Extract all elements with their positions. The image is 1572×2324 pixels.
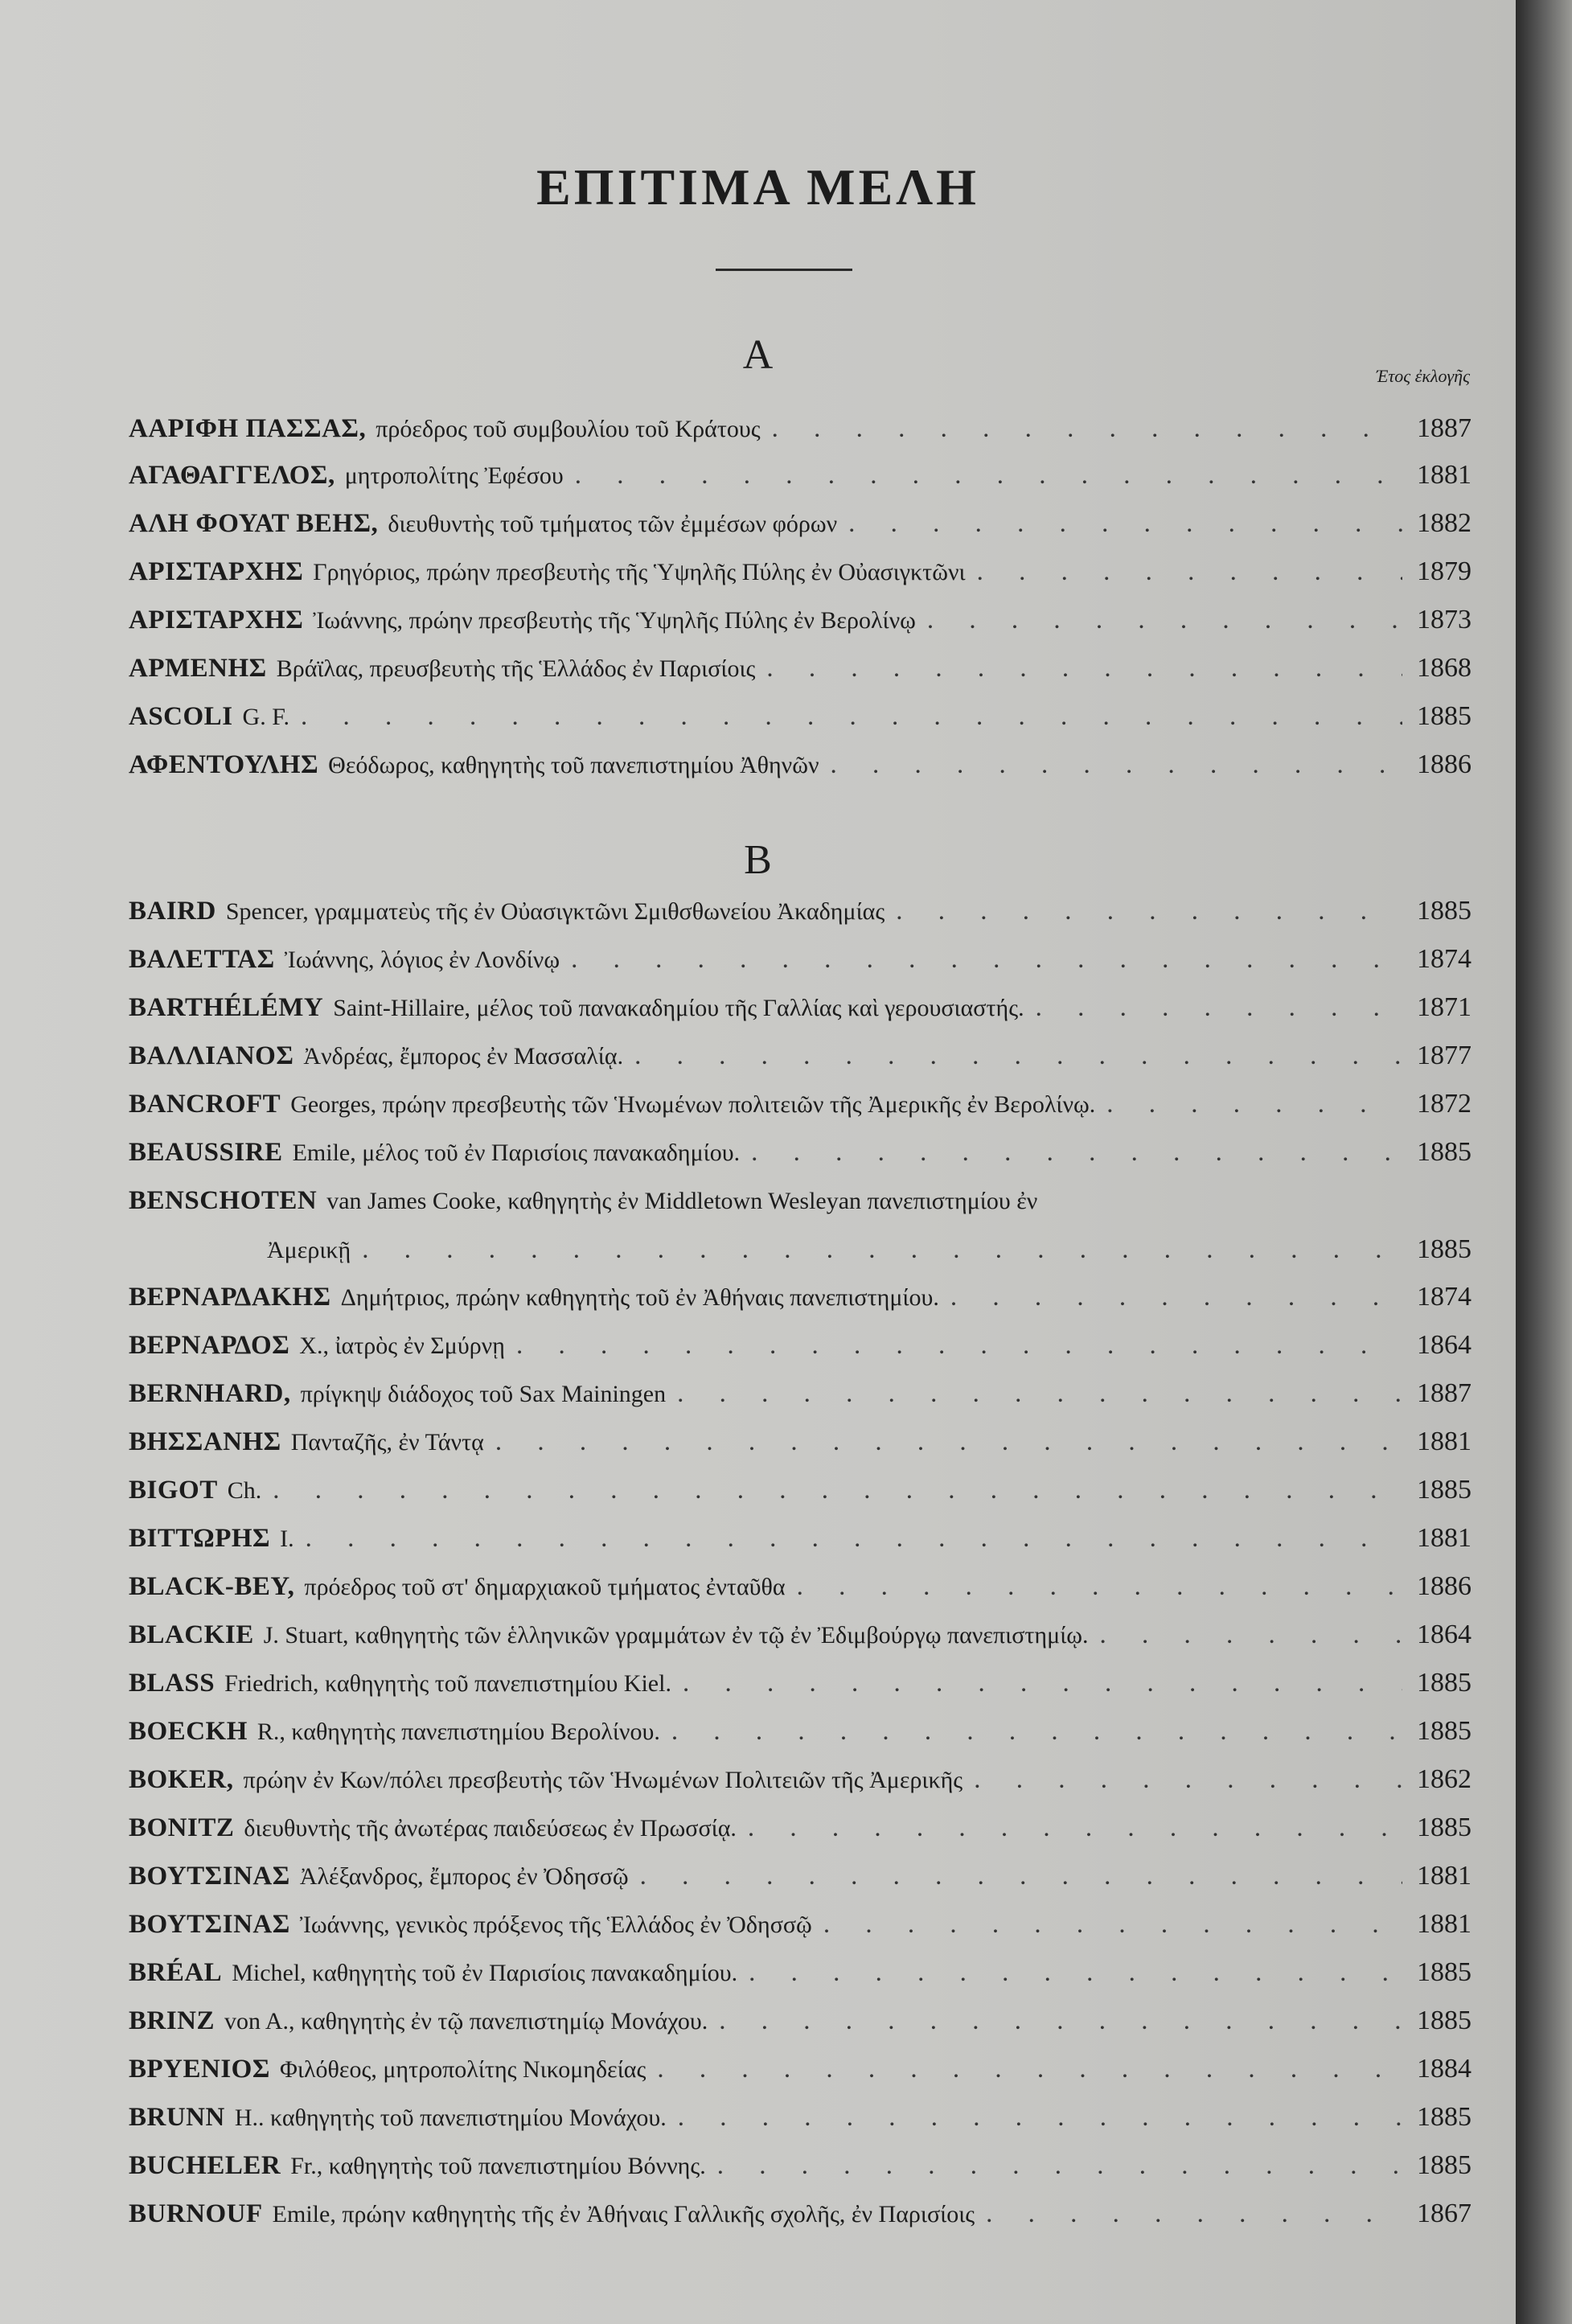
dot-leader [1100,1618,1402,1652]
election-year: 1864 [1417,1330,1471,1360]
member-name: ΒΗΣΣΑΝΗΣ [129,1427,281,1456]
election-year: 1862 [1417,1764,1471,1794]
election-year: 1864 [1417,1620,1471,1649]
entry-line [129,894,1471,929]
member-entry [129,507,1471,541]
member-description: διευθυντὴς τοῦ τμήματος τῶν ἐμμέσων φόρων [388,511,838,537]
member-description: Ἰωάννης, λόγιος ἐν Λονδίνῳ [284,946,560,973]
member-entry [129,1039,1471,1074]
member-name: BRINZ [129,2006,215,2035]
dot-leader [640,1859,1402,1893]
entry-line [129,1811,1471,1846]
member-name: ΒΑΛΛΙΑΝΟΣ [129,1041,294,1070]
dot-leader [717,2149,1402,2182]
member-entry [129,2100,1471,2135]
member-description: Ἰωάννης, πρώην πρεσβευτὴς τῆς Ὑψηλῆς Πύλης ἐν Βερολίνῳ [313,607,916,634]
election-year: 1885 [1417,1668,1471,1698]
dot-leader [1106,1087,1402,1121]
member-description: Θεόδωρος, καθηγητὴς τοῦ πανεπιστημίου Ἀθηνῶν [328,752,819,778]
member-description: διευθυντὴς τῆς ἀνωτέρας παιδεύσεως ἐν Πρωσσίᾳ. [244,1815,737,1842]
member-entry [129,1859,1471,1894]
entry-line [129,412,1471,446]
member-name: BANCROFT [129,1090,281,1119]
dot-leader [848,507,1402,540]
dot-leader [986,2197,1402,2231]
member-description: Friedrich, καθηγητὴς τοῦ πανεπιστημίου Kiel. [224,1670,671,1697]
member-entry [129,1087,1471,1122]
election-year: 1879 [1417,556,1471,586]
member-name: ΒΑΛΕΤΤΑΣ [129,945,275,974]
election-year: 1887 [1417,1378,1471,1408]
binding-edge [1516,0,1572,2324]
member-name: BIGOT [129,1476,218,1505]
member-entry [129,1328,1471,1363]
dot-leader [516,1328,1402,1362]
member-description: πρόεδρος τοῦ στ' δημαρχιακοῦ τμήματος ἐνταῦθα [304,1574,786,1600]
dot-leader [927,603,1402,637]
member-description-continued: Ἀμερικῇ [267,1237,351,1263]
entry-line [129,651,1471,686]
entry-line [129,458,1471,493]
election-year: 1885 [1417,2102,1471,2132]
dot-leader [823,1907,1402,1941]
member-name: BRUNN [129,2103,225,2132]
entry-line [129,1087,1471,1122]
entry-line [129,1328,1471,1363]
member-description: πρόεδρος τοῦ συμβουλίου τοῦ Κράτους [376,416,761,442]
dot-leader [950,1280,1402,1314]
dot-leader [273,1473,1402,1507]
member-description: Πανταζῆς, ἐν Τάντᾳ [290,1429,484,1456]
entry-line [129,1956,1471,1990]
dot-leader [301,700,1402,733]
member-entry [129,1280,1471,1315]
member-name: BOKER, [129,1765,234,1794]
member-name: BONITZ [129,1813,235,1842]
member-name: BUCHELER [129,2151,281,2180]
election-year: 1885 [1417,1137,1471,1167]
member-name: BURNOUF [129,2199,263,2228]
dot-leader [772,412,1402,446]
member-entry [129,894,1471,929]
entry-line [129,1521,1471,1556]
entry-line [129,555,1471,589]
member-name: ΑΓΑΘΑΓΓΕΛΟΣ, [129,461,335,490]
member-description: Ἰωάννης, γενικὸς πρόξενος τῆς Ἑλλάδος ἐν Ὀδησσῷ [299,1911,812,1938]
member-entry [129,1666,1471,1701]
member-entry [129,603,1471,638]
election-year: 1885 [1417,896,1471,926]
entry-line [129,1377,1471,1411]
dot-leader [719,2004,1402,2038]
dot-leader [896,894,1402,928]
election-year: 1881 [1417,1909,1471,1939]
member-description: H.. καθηγητὴς τοῦ πανεπιστημίου Μονάχου. [234,2104,667,2131]
member-name: ΒΕΡΝΑΡΔΟΣ [129,1331,290,1360]
dot-leader [495,1425,1402,1459]
entry-line [129,1280,1471,1315]
member-name: BEAUSSIRE [129,1138,283,1167]
member-description: πρίγκηψ διάδοχος τοῦ Sax Mainingen [300,1381,667,1407]
election-year: 1867 [1417,2199,1471,2228]
entry-line [129,1859,1471,1894]
member-description: Emile, πρώην καθηγητὴς τῆς ἐν Ἀθήναις Γαλλικῆς σχολῆς, ἐν Παρισίοις [272,2201,975,2228]
member-description: Ἀλέξανδρος, ἔμπορος ἐν Ὀδησσῷ [299,1863,629,1890]
member-entry [129,2004,1471,2039]
election-year: 1885 [1417,2006,1471,2035]
dot-leader [575,458,1402,492]
election-year: 1886 [1417,1571,1471,1601]
election-year: 1885 [1417,1234,1471,1264]
election-year: 1884 [1417,2054,1471,2084]
member-description: Ἀνδρέας, ἔμπορος ἐν Μασσαλίᾳ. [303,1043,624,1070]
member-entry [129,700,1471,734]
entry-line [129,603,1471,638]
entry-line [129,748,1471,782]
member-entry [129,2052,1471,2087]
member-description: Emile, μέλος τοῦ ἐν Παρισίοις πανακαδημίου. [292,1139,741,1166]
election-year: 1877 [1417,1041,1471,1070]
member-description: Saint-Hillaire, μέλος τοῦ πανακαδημίου τῆς Γαλλίας καὶ γερουσιαστής. [333,995,1024,1021]
member-entry [129,1184,1471,1267]
member-name: ΒΟΥΤΣΙΝΑΣ [129,1910,290,1939]
member-name: BLASS [129,1669,215,1698]
entry-line [129,942,1471,977]
dot-leader [974,1763,1402,1796]
entry-line [129,2197,1471,2232]
member-entry [129,555,1471,589]
entry-line [129,1618,1471,1653]
dot-leader [657,2052,1402,2086]
section-letter-b: B [744,837,772,883]
member-entry [129,942,1471,977]
election-year: 1874 [1417,1282,1471,1312]
section-letter-a: A [742,332,774,378]
member-entry [129,412,1471,446]
dot-leader [1036,991,1402,1024]
entry-line [129,991,1471,1025]
election-year: 1887 [1417,413,1471,443]
member-name: BLACKIE [129,1620,254,1649]
entry-line [129,2004,1471,2039]
dot-leader [977,555,1402,589]
member-entry [129,1811,1471,1846]
member-name: BRÉAL [129,1958,223,1987]
dot-leader [748,1811,1402,1845]
election-year: 1882 [1417,508,1471,538]
election-year: 1886 [1417,749,1471,779]
member-entry [129,1956,1471,1990]
member-entry [129,1377,1471,1411]
election-year: 1885 [1417,2150,1471,2180]
member-name: ΒΟΥΤΣΙΝΑΣ [129,1862,290,1891]
member-entry [129,1714,1471,1749]
election-year: 1881 [1417,1523,1471,1553]
member-name: ΑΡΙΣΤΑΡΧΗΣ [129,606,304,634]
member-entry [129,651,1471,686]
member-description: Γρηγόριος, πρώην πρεσβευτὴς τῆς Ὑψηλῆς Πύλης ἐν Οὐασιγκτῶνι [313,559,966,585]
member-name: BERNHARD, [129,1379,291,1408]
page-title: ΕΠΙΤΙΜΑ ΜΕΛΗ [536,158,979,216]
election-year: 1885 [1417,1957,1471,1987]
election-year: 1871 [1417,992,1471,1022]
member-entry [129,1473,1471,1508]
election-year: 1881 [1417,1861,1471,1891]
election-year: 1881 [1417,460,1471,490]
member-description: Michel, καθηγητὴς τοῦ ἐν Παρισίοις πανακαδημίου. [232,1960,738,1986]
member-description: Χ., ἰατρὸς ἐν Σμύρνῃ [299,1332,505,1359]
dot-leader [766,651,1402,685]
member-description: Ch. [227,1477,262,1504]
member-name: BARTHÉLÉMY [129,993,324,1022]
election-year: 1874 [1417,944,1471,974]
member-description: Georges, πρώην πρεσβευτὴς τῶν Ἡνωμένων πολιτειῶν τῆς Ἀμερικῆς ἐν Βερολίνῳ. [290,1091,1096,1118]
election-year: 1873 [1417,605,1471,634]
entry-line [129,1135,1471,1170]
election-year: 1881 [1417,1427,1471,1456]
dot-leader [749,1956,1402,1989]
member-description: von A., καθηγητὴς ἐν τῷ πανεπιστημίῳ Μονάχου. [224,2008,708,2035]
member-description: J. Stuart, καθηγητὴς τῶν ἑλληνικῶν γραμμάτων ἐν τῷ ἐν Ἐδιμβούργῳ πανεπιστημίῳ. [263,1622,1089,1649]
title-rule [716,269,852,271]
member-name: ΑΦΕΝΤΟΥΛΗΣ [129,750,319,779]
year-column-header: Έτος ἐκλογῆς [1376,366,1470,386]
dot-leader [634,1039,1402,1073]
member-name: ΑΛΗ ΦΟΥΑΤ ΒΕΗΣ, [129,509,379,538]
member-name: BAIRD [129,897,216,926]
dot-leader [571,942,1402,976]
election-year: 1885 [1417,1813,1471,1842]
election-year: 1885 [1417,701,1471,731]
member-entry [129,1907,1471,1942]
entry-line [129,1714,1471,1749]
election-year: 1885 [1417,1716,1471,1746]
member-name: ASCOLI [129,702,233,731]
member-name: ΒΙΤΤΩΡΗΣ [129,1524,271,1553]
member-name: ΒΕΡΝΑΡΔΑΚΗΣ [129,1283,331,1312]
entry-line [129,1666,1471,1701]
member-name: BLACK-BEY, [129,1572,295,1601]
member-name: ΑΡΙΣΤΑΡΧΗΣ [129,557,304,586]
election-year: 1885 [1417,1475,1471,1505]
member-name: BOECKH [129,1717,248,1746]
member-description: μητροπολίτης Ἐφέσου [344,462,564,489]
member-description: Φιλόθεος, μητροπολίτης Νικομηδείας [279,2056,646,2083]
entry-line [129,1425,1471,1460]
member-entry [129,748,1471,782]
dot-leader [678,2100,1402,2134]
dot-leader [831,748,1402,782]
dot-leader [362,1233,1402,1267]
member-entry [129,1425,1471,1460]
dot-leader [751,1135,1402,1169]
dot-leader [683,1666,1402,1700]
member-description: Ι. [280,1525,294,1552]
member-description: Δημήτριος, πρώην καθηγητὴς τοῦ ἐν Ἀθήναις πανεπιστημίου. [340,1284,939,1311]
member-description: Βράϊλας, πρευσβευτὴς τῆς Ἑλλάδος ἐν Παρισίοις [276,655,756,682]
dot-leader [671,1714,1402,1748]
election-year: 1872 [1417,1089,1471,1119]
member-entry [129,1521,1471,1556]
entry-line [129,1763,1471,1797]
entry-line [129,1907,1471,1942]
member-name: BENSCHOTEN [129,1186,318,1215]
dot-leader [797,1570,1402,1603]
entry-line [129,1570,1471,1604]
member-description: Fr., καθηγητὴς τοῦ πανεπιστημίου Βόννης. [290,2153,706,2179]
member-entry [129,2197,1471,2232]
entry-line [129,2149,1471,2183]
entry-line [129,2052,1471,2087]
member-entry [129,1135,1471,1170]
member-entry [129,1570,1471,1604]
entry-line [129,507,1471,541]
member-name: ΑΑΡΙΦΗ ΠΑΣΣΑΣ, [129,414,367,443]
member-entry [129,991,1471,1025]
member-entry [129,1763,1471,1797]
dot-leader [677,1377,1402,1410]
entry-line [129,2100,1471,2135]
member-name: ΒΡΥΕΝΙΟΣ [129,2055,270,2084]
member-description: R., καθηγητὴς πανεπιστημίου Βερολίνου. [257,1718,660,1745]
entry-line [129,1473,1471,1508]
entry-line [129,700,1471,734]
member-entry [129,2149,1471,2183]
dot-leader [306,1521,1402,1555]
entry-continuation-line [129,1233,1471,1267]
member-description: πρώην ἐν Κων/πόλει πρεσβευτὴς τῶν Ἡνωμένων Πολιτειῶν τῆς Ἀμερικῆς [243,1767,963,1793]
member-entry [129,458,1471,493]
member-name: ΑΡΜΕΝΗΣ [129,654,267,683]
member-description: G. F. [242,704,289,730]
member-description: Spencer, γραμματεὺς τῆς ἐν Οὐασιγκτῶνι Σμιθσθωνείου Ἀκαδημίας [225,898,885,925]
entry-line [129,1184,1471,1218]
entry-line [129,1039,1471,1074]
election-year: 1868 [1417,653,1471,683]
member-description: van James Cooke, καθηγητὴς ἐν Middletown Wesleyan πανεπιστημίου ἐν [326,1188,1038,1214]
member-entry [129,1618,1471,1653]
